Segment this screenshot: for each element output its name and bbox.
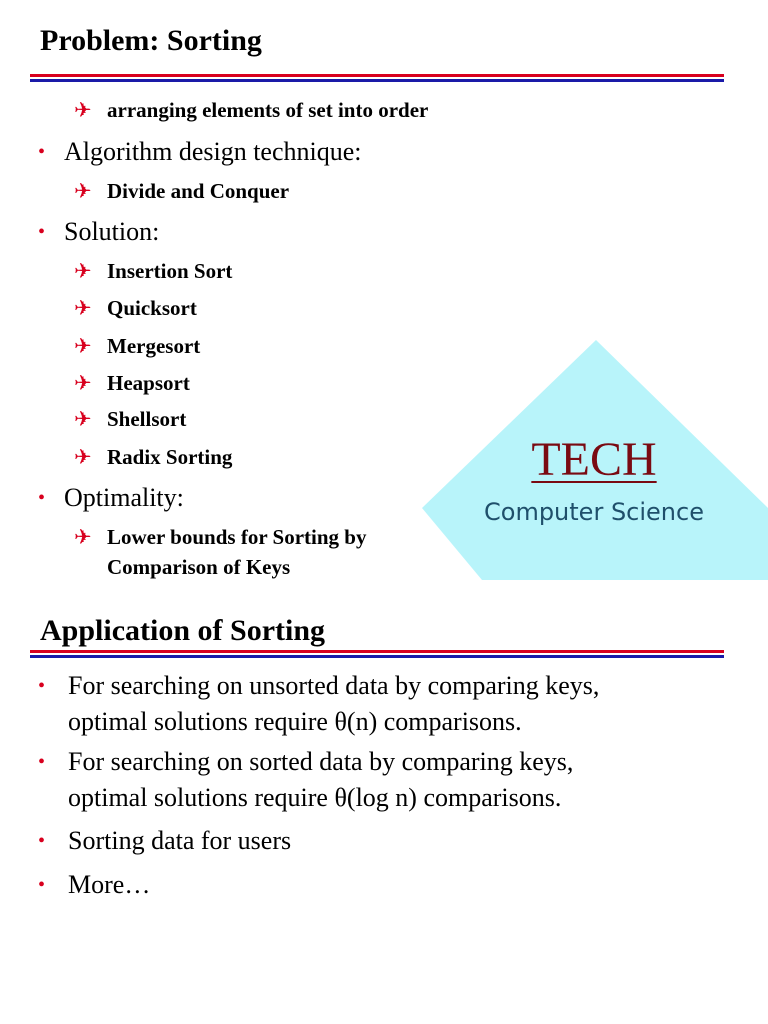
sub-bullet [74, 442, 232, 472]
bullet-text-line: For searching on sorted data by comparing keys, [68, 747, 574, 776]
slide-title: Application of Sorting [40, 614, 326, 647]
bullet [38, 744, 574, 816]
sub-bullet [74, 293, 197, 323]
bullet-text [68, 668, 599, 740]
logo-title: TECH [531, 433, 657, 486]
bullet [38, 823, 292, 859]
airplane-bullet-icon: ✈ [74, 259, 92, 283]
bullet-text: Optimality: [64, 483, 184, 512]
bullet [38, 137, 362, 167]
sub-bullet [74, 331, 200, 361]
sub-bullet [74, 404, 186, 434]
sub-bullet [74, 95, 428, 125]
bullet [38, 867, 151, 903]
bullet-text: Quicksort [107, 296, 197, 320]
bullet-text: Shellsort [107, 407, 187, 431]
bullet-text: arranging elements of set into order [107, 98, 429, 122]
sub-bullet [74, 256, 232, 286]
airplane-bullet-icon: ✈ [74, 179, 92, 203]
title-divider [30, 650, 724, 659]
bullet-text: Solution: [64, 217, 160, 246]
bullet-text-continuation: Comparison of Keys [107, 555, 291, 579]
airplane-bullet-icon: ✈ [74, 407, 92, 431]
bullet-text: Divide and Conquer [107, 179, 290, 203]
airplane-bullet-icon: ✈ [74, 98, 92, 122]
bullet [38, 217, 159, 247]
bullet [38, 668, 600, 740]
airplane-bullet-icon: ✈ [74, 371, 92, 395]
airplane-bullet-icon: ✈ [74, 296, 92, 320]
bullet-text: Sorting data for users [68, 826, 292, 855]
bullet-text: Insertion Sort [107, 259, 233, 283]
bullet-text: More… [68, 870, 151, 899]
bullet-text-continuation: optimal solutions require θ(n) comparisons. [68, 707, 522, 736]
bullet-text-line: For searching on unsorted data by comparing keys, [68, 671, 600, 700]
bullet-dot-icon: • [38, 221, 46, 243]
logo-subtitle: Computer Science [484, 498, 704, 526]
bullet [38, 483, 184, 513]
sub-bullet [74, 368, 190, 398]
bullet-text [107, 522, 366, 580]
bullet-text: Mergesort [107, 334, 201, 358]
bullet-text [68, 744, 573, 816]
bullet-dot-icon: • [38, 141, 46, 163]
bullet-text: Heapsort [107, 371, 190, 395]
airplane-bullet-icon: ✈ [74, 445, 92, 469]
sub-bullet [74, 176, 289, 206]
bullet-dot-icon: • [38, 830, 46, 852]
tech-logo [420, 340, 768, 580]
bullet-text-continuation: optimal solutions require θ(log n) comparisons. [68, 783, 562, 812]
slide-application-of-sorting [0, 604, 768, 1024]
bullet-text: Radix Sorting [107, 445, 233, 469]
airplane-bullet-icon: ✈ [74, 525, 92, 549]
airplane-bullet-icon: ✈ [74, 334, 92, 358]
title-divider [30, 74, 724, 83]
bullet-dot-icon: • [38, 487, 46, 509]
bullet-dot-icon: • [38, 675, 46, 697]
bullet-text: Algorithm design technique: [64, 137, 362, 166]
bullet-text-line: Lower bounds for Sorting by [107, 525, 367, 549]
slide-title: Problem: Sorting [40, 24, 262, 57]
sub-bullet [74, 522, 367, 580]
bullet-dot-icon: • [38, 751, 46, 773]
bullet-dot-icon: • [38, 874, 46, 896]
